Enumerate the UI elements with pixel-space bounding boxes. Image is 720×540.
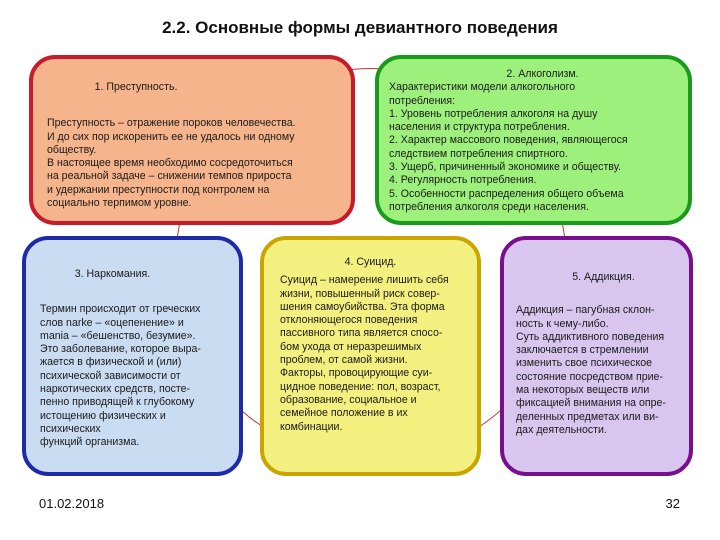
drug-addiction-line: mania – «бешенство, безумие».: [40, 329, 196, 342]
addiction-line: Суть аддиктивного поведения: [516, 330, 665, 343]
addiction-text: [516, 304, 679, 437]
alcoholism-line: 3. Ущерб, причиненный экономике и обществу.: [389, 161, 621, 174]
alcoholism-line: 4. Регулярность потребления.: [389, 174, 537, 187]
suicide-line: Суицид – намерение лишить себя: [280, 274, 449, 287]
suicide-line: шения самоубийства. Эта форма: [280, 300, 445, 313]
suicide-line: пассивного типа является спосо-: [280, 327, 443, 340]
drug-addiction-line: истощению физических и: [40, 409, 166, 422]
suicide-line: семейное положение в их: [280, 407, 408, 420]
drug-addiction-line: наркотических средств, посте-: [40, 383, 191, 396]
crime-line: социально терпимом уровне.: [47, 197, 192, 210]
suicide-line: жизни, повышенный риск совер-: [280, 287, 440, 300]
slide-title: 2.2. Основные формы девиантного поведения: [162, 18, 558, 37]
crime-box: [29, 55, 355, 225]
addiction-line: Аддикция – пагубная склон-: [516, 304, 655, 317]
alcoholism-line: потребления:: [389, 94, 456, 107]
addiction-line: деленных предметах или ви-: [516, 410, 659, 423]
crime-line: обществу.: [47, 143, 97, 156]
addiction-line: дах деятельности.: [516, 423, 607, 436]
addiction-heading: 5. Аддикция.: [572, 271, 635, 283]
drug-addiction-line: Это заболевание, которое выра-: [40, 343, 201, 356]
alcoholism-line: Характеристики модели алкогольного: [389, 81, 576, 94]
alcoholism-line: 5. Особенности распределения общего объема: [389, 187, 624, 200]
slide-date: 01.02.2018: [39, 496, 105, 511]
drug-addiction-box: [22, 236, 243, 476]
drug-addiction-line: функций организма.: [40, 436, 140, 449]
suicide-line: цидное поведение: пол, возраст,: [280, 380, 441, 393]
alcoholism-heading: 2. Алкоголизм.: [506, 68, 579, 80]
alcoholism-line: 1. Уровень потребления алкоголя на душу: [389, 107, 598, 120]
crime-line: И до сих пор искоренить ее не удалось ни одному: [47, 130, 295, 143]
suicide-text: [280, 274, 463, 434]
crime-line: Преступность – отражение пороков человечества.: [47, 117, 296, 130]
page-number: 32: [665, 496, 680, 511]
alcoholism-box: [375, 55, 692, 225]
drug-addiction-line: психических: [40, 422, 101, 435]
suicide-line: проблем, от самой жизни.: [280, 354, 408, 367]
alcoholism-line: 2. Характер массового поведения, являющегося: [389, 134, 628, 147]
crime-line: на реальной задаче – снижении темпов прироста: [47, 170, 292, 183]
drug-addiction-line: психической зависимости от: [40, 369, 181, 382]
addiction-line: заключается в стремлении: [516, 344, 649, 357]
addiction-line: ность к чему-либо.: [516, 317, 609, 330]
alcoholism-line: потребления алкоголя среди населения.: [389, 200, 589, 213]
addiction-box: [500, 236, 693, 476]
drug-addiction-line: пенно приводящей к глубокому: [40, 396, 195, 409]
suicide-line: бом ухода от неразрешимых: [280, 340, 422, 353]
drug-addiction-text: [40, 303, 229, 449]
crime-heading: 1. Преступность.: [94, 81, 178, 93]
suicide-line: комбинации.: [280, 420, 343, 433]
alcoholism-line: следствием потребления спиртного.: [389, 147, 568, 160]
alcoholism-line: населения и структура потребления.: [389, 121, 570, 134]
suicide-line: Факторы, провоцирующие суи-: [280, 367, 433, 380]
crime-text: [47, 117, 337, 210]
addiction-line: состояние посредством прие-: [516, 370, 663, 383]
drug-addiction-line: жается в физической и (или): [40, 356, 182, 369]
suicide-line: образование, социальное и: [280, 393, 417, 406]
drug-addiction-line: слов narke – «оцепенение» и: [40, 316, 184, 329]
addiction-line: ма некоторых веществ или: [516, 384, 650, 397]
alcoholism-text: [389, 81, 674, 214]
suicide-line: отклоняющегося поведения: [280, 314, 418, 327]
addiction-line: фиксацией внимания на опре-: [516, 397, 666, 410]
drug-addiction-heading: 3. Наркомания.: [74, 268, 151, 280]
drug-addiction-line: Термин происходит от греческих: [40, 303, 201, 316]
suicide-box: [260, 236, 481, 476]
crime-line: и удержании преступности под контролем на: [47, 183, 270, 196]
addiction-line: изменить свое психическое: [516, 357, 652, 370]
suicide-heading: 4. Суицид.: [344, 256, 397, 268]
crime-line: В настоящее время необходимо сосредоточиться: [47, 157, 293, 170]
